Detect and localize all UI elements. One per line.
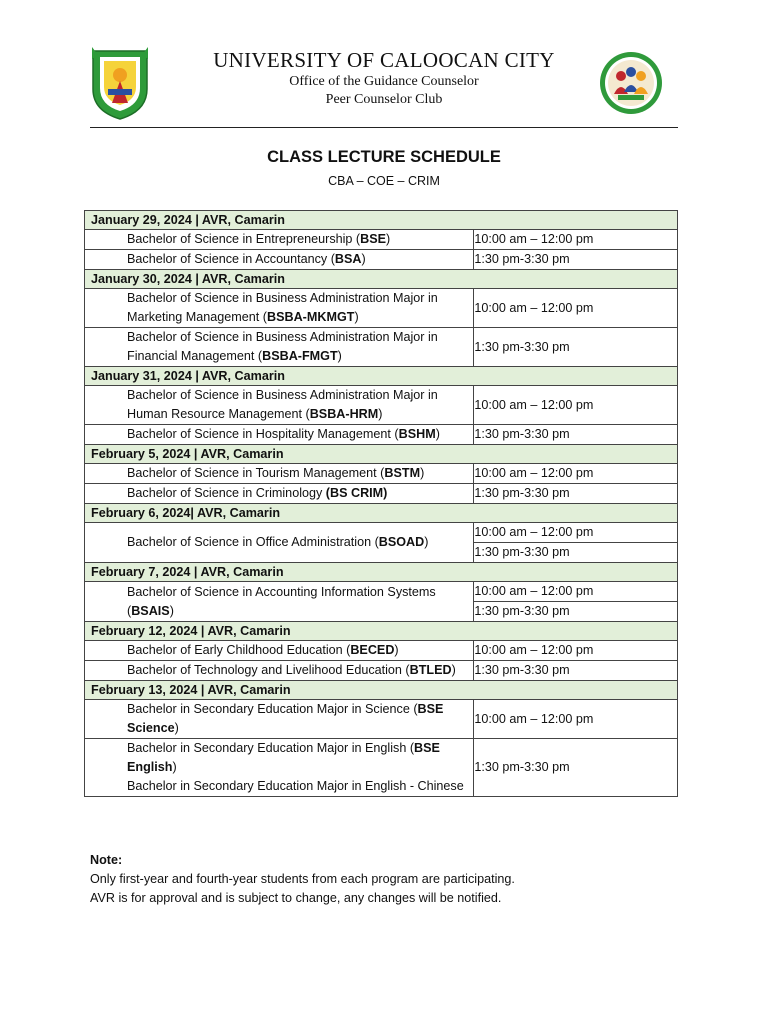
program-name [85, 289, 473, 327]
program-cell [85, 386, 474, 425]
date-venue-cell: January 29, 2024 | AVR, Camarin [85, 211, 678, 230]
program-title-end: ) [378, 407, 383, 421]
program-cell [85, 661, 474, 681]
program-cell [85, 289, 474, 328]
program-cell [85, 230, 474, 250]
program-title: Bachelor of Technology and Livelihood Education ( [127, 663, 410, 677]
program-row [85, 425, 678, 445]
program-code: BTLED [409, 663, 452, 677]
date-row [85, 622, 678, 641]
program-title: Bachelor of Science in Entrepreneurship ( [127, 232, 361, 246]
time-cell: 1:30 pm-3:30 pm [474, 739, 678, 797]
time-cell: 10:00 am – 12:00 pm [474, 386, 678, 425]
program-name [85, 250, 473, 269]
program-title-end: ) [354, 310, 359, 324]
time-cell: 1:30 pm-3:30 pm [474, 602, 678, 622]
program-code: BSBA-HRM [309, 407, 379, 421]
note-line: Only first-year and fourth-year students from each program are participating. [90, 872, 515, 886]
program-cell [85, 425, 474, 445]
date-row [85, 563, 678, 582]
program-title: Bachelor of Science in Office Administration ( [127, 535, 379, 549]
date-row [85, 445, 678, 464]
time-cell: 10:00 am – 12:00 pm [474, 523, 678, 543]
page-subtitle: CBA – COE – CRIM [328, 174, 440, 188]
date-row [85, 504, 678, 523]
program-title: Bachelor of Science in Accounting Information Systems ( [127, 584, 436, 618]
time-cell: 1:30 pm-3:30 pm [474, 425, 678, 445]
program-title-end: ) [169, 603, 174, 618]
program-row [85, 386, 678, 425]
header-divider [90, 127, 678, 128]
program-cell [85, 739, 474, 797]
program-cell [85, 250, 474, 270]
page-title: CLASS LECTURE SCHEDULE [267, 148, 501, 166]
program-code: BSTM [384, 466, 421, 480]
program-code: BSBA-FMGT [262, 349, 338, 363]
program-code: BSAIS [131, 603, 170, 618]
program-title: Bachelor of Science in Business Administration Major in Financial Management ( [127, 330, 438, 363]
program-code: BSE [360, 232, 387, 246]
program-title-end: ) [174, 721, 179, 735]
time-cell: 10:00 am – 12:00 pm [474, 582, 678, 602]
program-name [85, 386, 473, 424]
program-row [85, 230, 678, 250]
time-cell: 1:30 pm-3:30 pm [474, 328, 678, 367]
program-title-end: ) [337, 349, 342, 363]
office-name: Office of the Guidance Counselor [289, 74, 479, 89]
program-title: Bachelor in Secondary Education Major in Science ( [127, 702, 418, 716]
program-code: BSA [334, 252, 362, 266]
program-row [85, 523, 678, 543]
time-cell: 10:00 am – 12:00 pm [474, 464, 678, 484]
program-title: Bachelor of Early Childhood Education ( [127, 643, 351, 657]
university-name: UNIVERSITY OF CALOOCAN CITY [213, 48, 555, 72]
program-cell [85, 484, 474, 504]
program-cell [85, 582, 474, 622]
program-code: BECED [350, 643, 395, 657]
program-title-end: ) [386, 232, 391, 246]
date-venue-cell: January 31, 2024 | AVR, Camarin [85, 367, 678, 386]
program-title-end: ) [361, 252, 366, 266]
program-name [85, 464, 473, 483]
note-line: AVR is for approval and is subject to change, any changes will be notified. [90, 891, 502, 905]
program-name [85, 739, 473, 796]
date-row [85, 270, 678, 289]
time-cell: 10:00 am – 12:00 pm [474, 230, 678, 250]
program-row [85, 250, 678, 270]
program-name [85, 700, 473, 738]
notes-heading: Note: [90, 853, 123, 867]
program-name [85, 425, 473, 444]
date-venue-cell: February 12, 2024 | AVR, Camarin [85, 622, 678, 641]
program-code: BSE English [127, 741, 440, 774]
program-title-end: ) [420, 466, 425, 480]
program-name [85, 661, 473, 680]
program-name [85, 533, 473, 552]
letterhead [90, 40, 678, 128]
time-cell: 10:00 am – 12:00 pm [474, 289, 678, 328]
program-name [85, 583, 473, 621]
program-cell [85, 523, 474, 563]
program-code: BSBA-MKMGT [267, 310, 355, 324]
date-venue-cell: February 6, 2024| AVR, Camarin [85, 504, 678, 523]
program-row [85, 641, 678, 661]
program-title-end: ) [172, 760, 177, 774]
program-name [85, 328, 473, 366]
date-venue-cell: January 30, 2024 | AVR, Camarin [85, 270, 678, 289]
program-name [85, 641, 473, 660]
time-cell: 1:30 pm-3:30 pm [474, 661, 678, 681]
program-title: Bachelor of Science in Accountancy ( [127, 252, 335, 266]
date-row [85, 367, 678, 386]
peer-counselor-club-logo-icon [598, 50, 664, 116]
program-title: Bachelor of Science in Hospitality Management ( [127, 427, 399, 441]
date-venue-cell: February 13, 2024 | AVR, Camarin [85, 681, 678, 700]
notes-section [90, 851, 515, 908]
time-cell: 1:30 pm-3:30 pm [474, 484, 678, 504]
program-row [85, 700, 678, 739]
program-code: BSHM [398, 427, 436, 441]
schedule-table [84, 210, 678, 797]
date-row [85, 211, 678, 230]
club-name: Peer Counselor Club [325, 92, 443, 107]
time-cell: 10:00 am – 12:00 pm [474, 641, 678, 661]
date-venue-cell: February 5, 2024 | AVR, Camarin [85, 445, 678, 464]
program-cell [85, 464, 474, 484]
program-title: Bachelor of Science in Business Administration Major in Human Resource Management ( [127, 388, 438, 421]
program-title-end: ) [451, 663, 456, 677]
time-cell: 1:30 pm-3:30 pm [474, 250, 678, 270]
program-title: Bachelor of Science in Business Administration Major in Marketing Management ( [127, 291, 438, 324]
program-row [85, 739, 678, 797]
program-cell [85, 700, 474, 739]
program-row [85, 464, 678, 484]
program-name [85, 484, 473, 503]
time-cell: 1:30 pm-3:30 pm [474, 543, 678, 563]
program-title-end: ) [424, 535, 429, 549]
program-title: Bachelor in Secondary Education Major in English ( [127, 741, 415, 755]
program-code: BSE Science [127, 702, 444, 735]
program-extra: Bachelor in Secondary Education Major in English - Chinese [127, 779, 464, 793]
date-venue-cell: February 7, 2024 | AVR, Camarin [85, 563, 678, 582]
program-title-end: ) [394, 643, 399, 657]
program-code: (BS CRIM) [325, 486, 388, 500]
program-cell [85, 328, 474, 367]
program-cell [85, 641, 474, 661]
program-title: Bachelor of Science in Criminology [127, 486, 326, 500]
program-title-end: ) [435, 427, 440, 441]
date-row [85, 681, 678, 700]
program-name [85, 230, 473, 249]
program-row [85, 328, 678, 367]
program-row [85, 289, 678, 328]
time-cell: 10:00 am – 12:00 pm [474, 700, 678, 739]
program-title: Bachelor of Science in Tourism Management ( [127, 466, 385, 480]
program-code: BSOAD [378, 535, 425, 549]
program-row [85, 661, 678, 681]
program-row [85, 582, 678, 602]
program-row [85, 484, 678, 504]
